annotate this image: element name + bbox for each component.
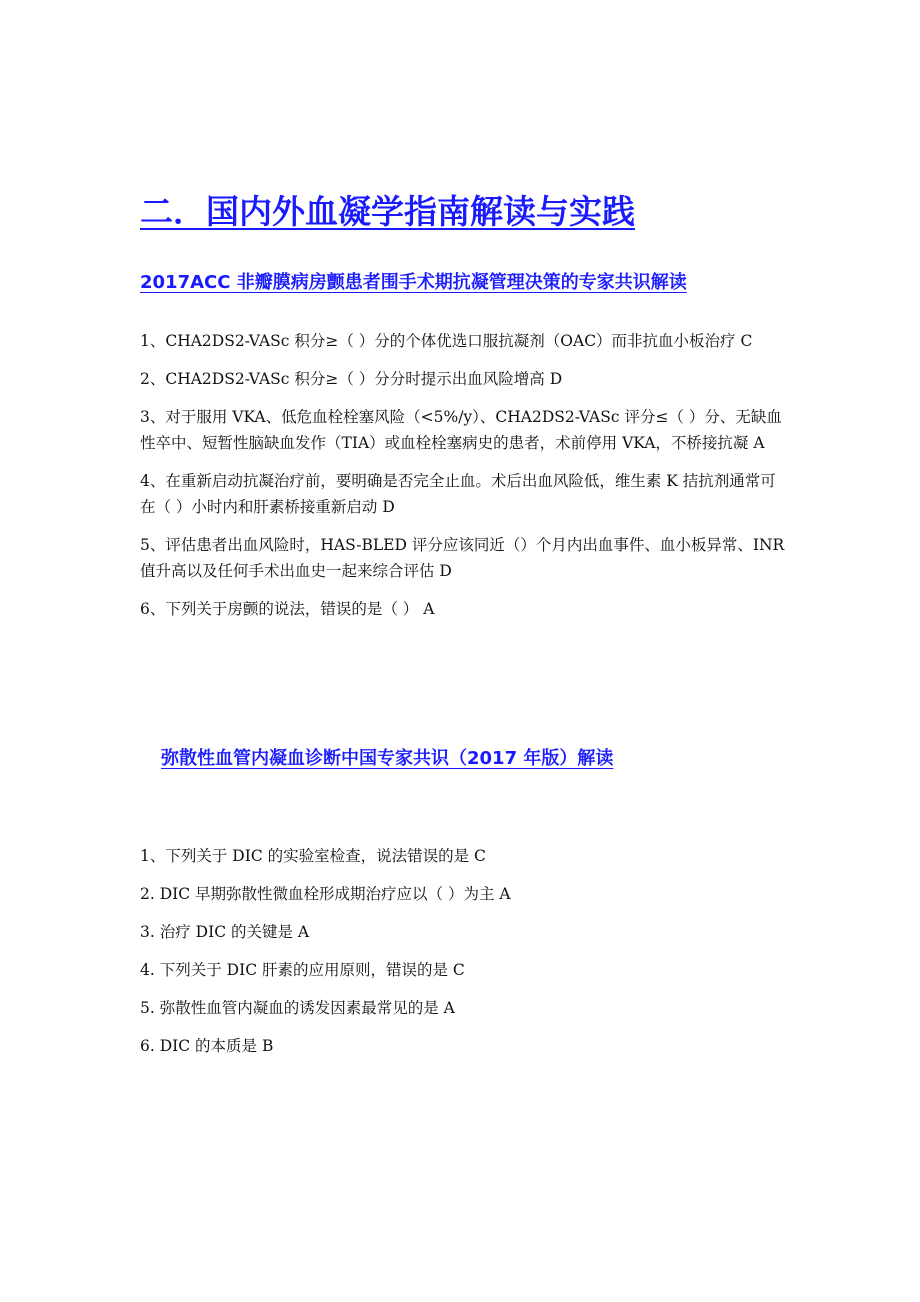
question-item: 2. DIC 早期弥散性微血栓形成期治疗应以（ ）为主 A bbox=[140, 885, 511, 903]
question-item: 1、下列关于 DIC 的实验室检查，说法错误的是 C bbox=[140, 847, 486, 865]
question-item: 2、CHA2DS2-VASc 积分≥（ ）分分时提示出血风险增高 D bbox=[140, 370, 563, 388]
question-item: 3、对于服用 VKA、低危血栓栓塞风险（<5%/y）、CHA2DS2-VASc 评分≤（ ）分、无缺血性卒中、短暂性脑缺血发作（TIA）或血栓栓塞病史的患者，术前停用 VKA，不桥接抗凝 A bbox=[140, 408, 782, 452]
section-title-dic[interactable]: 弥散性血管内凝血诊断中国专家共识（2017 年版）解读 bbox=[161, 748, 614, 769]
section-title-acc[interactable]: 2017ACC 非瓣膜病房颤患者围手术期抗凝管理决策的专家共识解读 bbox=[140, 272, 687, 293]
question-item: 3. 治疗 DIC 的关键是 A bbox=[140, 923, 310, 941]
question-item: 5. 弥散性血管内凝血的诱发因素最常见的是 A bbox=[140, 999, 455, 1017]
question-list-dic bbox=[140, 843, 790, 1071]
question-item: 6、下列关于房颤的说法，错误的是（ ） A bbox=[140, 600, 435, 618]
main-title[interactable]: 二．国内外血凝学指南解读与实践 bbox=[140, 192, 635, 231]
question-item: 1、CHA2DS2-VASc 积分≥（ ）分的个体优选口服抗凝剂（OAC）而非抗血小板治疗 C bbox=[140, 332, 753, 350]
question-item: 4、在重新启动抗凝治疗前，要明确是否完全止血。术后出血风险低，维生素 K 拮抗剂通常可在（ ）小时内和肝素桥接重新启动 D bbox=[140, 472, 776, 516]
question-item: 6. DIC 的本质是 B bbox=[140, 1037, 274, 1055]
question-list-acc bbox=[140, 328, 790, 634]
question-item: 5、评估患者出血风险时，HAS-BLED 评分应该同近（）个月内出血事件、血小板异常、INR 值升高以及任何手术出血史一起来综合评估 D bbox=[140, 536, 785, 580]
question-item: 4. 下列关于 DIC 肝素的应用原则，错误的是 C bbox=[140, 961, 465, 979]
